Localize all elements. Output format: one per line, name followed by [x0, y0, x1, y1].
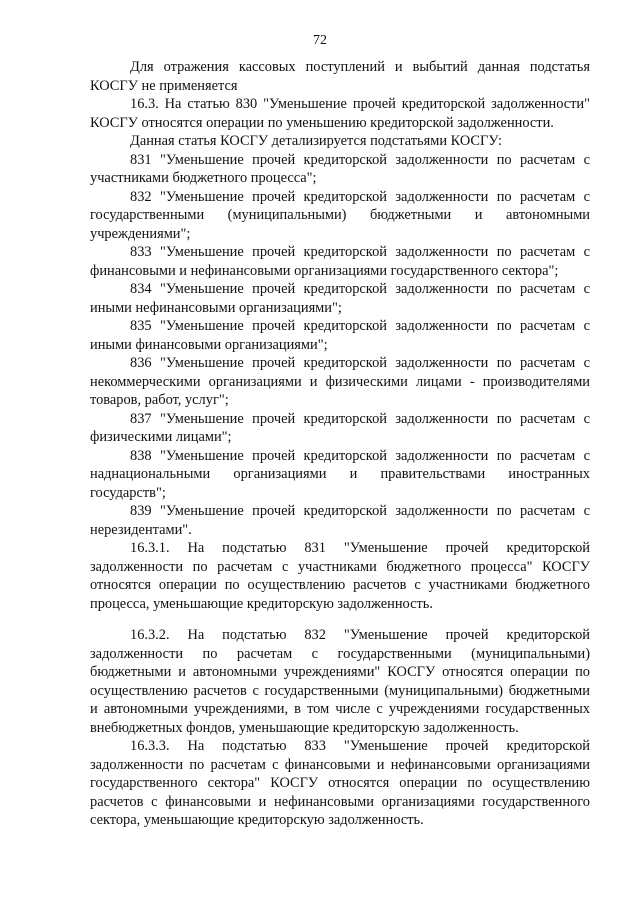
list-item-834: 834 "Уменьшение прочей кредиторской задолженности по расчетам с иными нефинансовыми организациями";	[90, 281, 590, 316]
paragraph-detail-intro: Данная статья КОСГУ детализируется подстатьями КОСГУ:	[130, 133, 502, 149]
paragraph-not-applicable: Для отражения кассовых поступлений и выбытий данная подстатья КОСГУ не применяется	[90, 59, 590, 94]
document-body	[90, 58, 590, 830]
list-item-839: 839 "Уменьшение прочей кредиторской задолженности по расчетам с нерезидентами".	[90, 503, 590, 538]
list-item-832: 832 "Уменьшение прочей кредиторской задолженности по расчетам с государственными (муниципальными) бюджетными и автономными учреждениями";	[90, 188, 590, 242]
page-number: 72	[313, 33, 327, 48]
list-item-835: 835 "Уменьшение прочей кредиторской задолженности по расчетам с иными финансовыми организациями";	[90, 318, 590, 353]
list-item-838: 838 "Уменьшение прочей кредиторской задолженности по расчетам с наднациональными организациями и правительствами иностранных государств";	[90, 447, 590, 501]
paragraph-16-3-2: 16.3.2. На подстатью 832 "Уменьшение прочей кредиторской задолженности по расчетам с государственными (муниципальными) бюджетными и автономными учреждениями" КОСГУ относятся операции по осуществлению расчетов с государственными (муниципальными) бюджетными и автономными учреждениями, в том числе с учреждениями государственных внебюджетных фондов, уменьшающие кредиторскую задолженность.	[90, 627, 590, 736]
list-item-831: 831 "Уменьшение прочей кредиторской задолженности по расчетам с участниками бюджетного процесса";	[90, 151, 590, 186]
paragraph-16-3: 16.3. На статью 830 "Уменьшение прочей кредиторской задолженности" КОСГУ относятся операции по уменьшению кредиторской задолженности.	[90, 96, 590, 131]
list-item-837: 837 "Уменьшение прочей кредиторской задолженности по расчетам с физическими лицами";	[90, 410, 590, 445]
list-item-833: 833 "Уменьшение прочей кредиторской задолженности по расчетам с финансовыми и нефинансовыми организациями государственного сектора";	[90, 244, 590, 279]
paragraph-16-3-3: 16.3.3. На подстатью 833 "Уменьшение прочей кредиторской задолженности по расчетам с финансовыми и нефинансовыми организациями государственного сектора" КОСГУ относятся операции по осуществлению расчетов с финансовыми и нефинансовыми организациями государственного сектора, уменьшающие кредиторскую задолженность.	[90, 738, 590, 828]
list-item-836: 836 "Уменьшение прочей кредиторской задолженности по расчетам с некоммерческими организациями и физическими лицами - производителями товаров, работ, услуг";	[90, 355, 590, 408]
paragraph-16-3-1: 16.3.1. На подстатью 831 "Уменьшение прочей кредиторской задолженности по расчетам с участниками бюджетного процесса" КОСГУ относятся операции по осуществлению расчетов с участниками бюджетного процесса, уменьшающие кредиторскую задолженность.	[90, 540, 590, 612]
